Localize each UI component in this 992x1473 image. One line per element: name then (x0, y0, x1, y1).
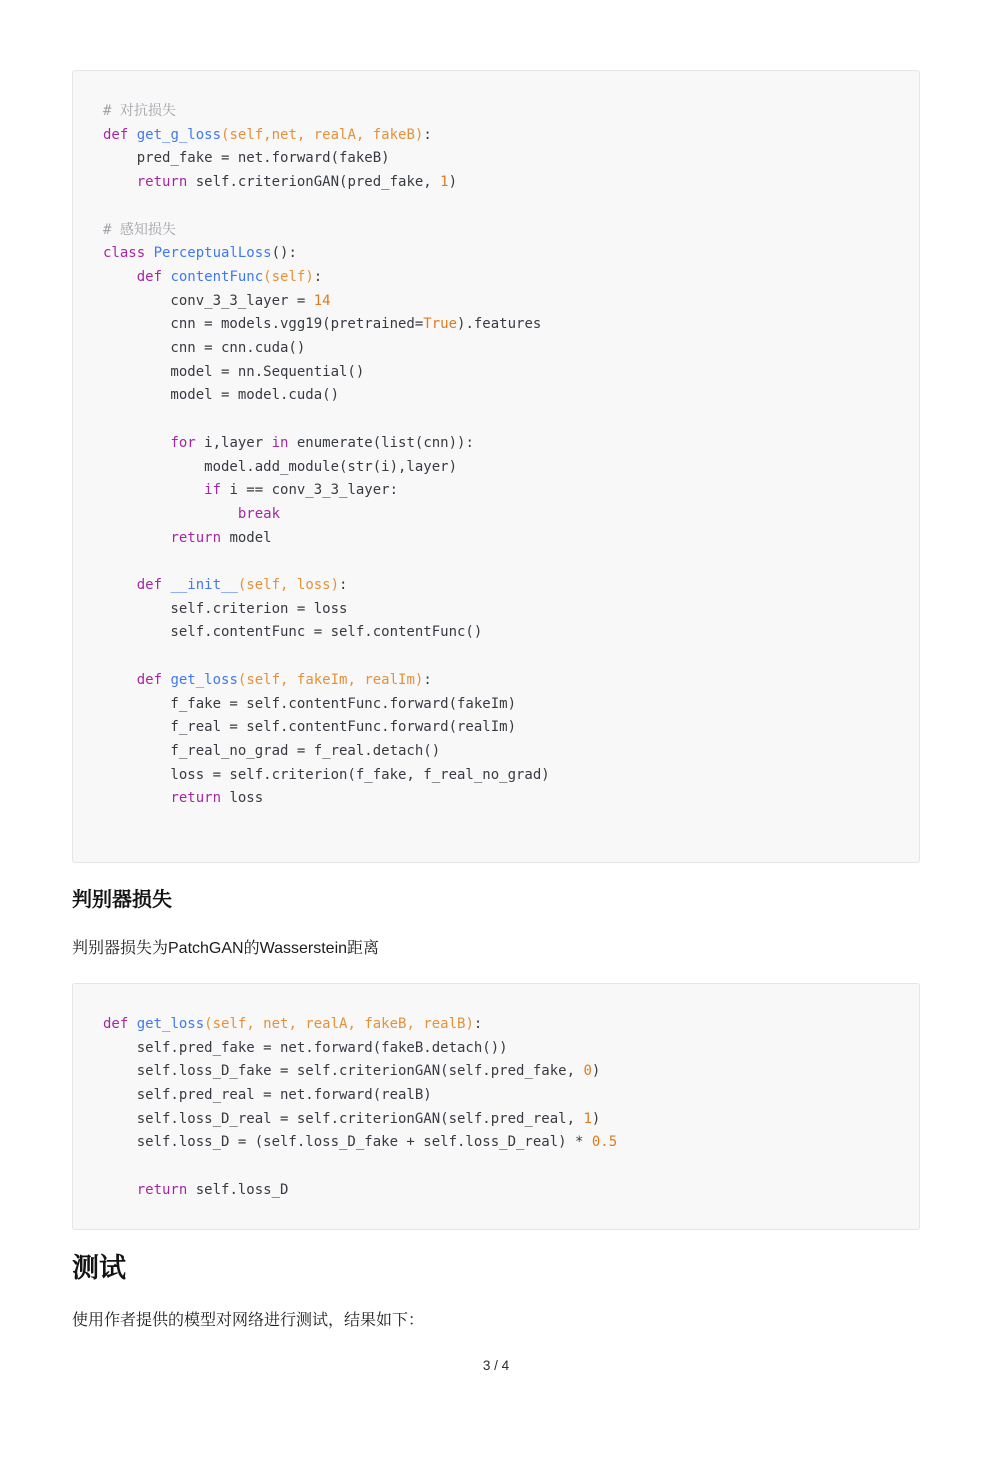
heading-test: 测试 (72, 1253, 126, 1284)
paragraph-discriminator-loss: 判别器损失为PatchGAN的Wasserstein距离 (72, 939, 380, 957)
heading-discriminator-loss: 判别器损失 (72, 888, 172, 911)
paragraph-test-intro: 使用作者提供的模型对网络进行测试，结果如下： (72, 1312, 425, 1330)
code-adversarial-perceptual-loss: # 对抗损失 def get_g_loss(self,net, realA, fakeB): pred_fake = net.forward(fakeB) return self.criterionGAN(pred_fake, 1) # 感知损失 class PerceptualLoss(): def contentFunc(self): conv_3_3_layer = 14 cnn = models.vgg19(pretrained=True).features cnn = cnn.cuda() model = nn.Sequential() model = model.cuda() for i,layer in enumerate(list(cnn)): model.add_module(str(i),layer) if i == conv_3_3_layer: break return model def __init__(self, loss): self.criterion = loss self.contentFunc = self.contentFunc() def get_loss(self, fakeIm, realIm): f_fake = self.contentFunc.forward(fakeIm) f_real = self.contentFunc.forward(realIm) f_real_no_grad = f_real.detach() loss = self.criterion(f_fake, f_real_no_grad) return loss (103, 103, 550, 807)
code-block-discriminator-loss (72, 983, 920, 1231)
code-block-adversarial-perceptual-loss (72, 70, 920, 863)
code-discriminator-loss: def get_loss(self, net, realA, fakeB, realB): self.pred_fake = net.forward(fakeB.detach()) self.loss_D_fake = self.criterionGAN(self.pred_fake, 0) self.pred_real = net.forward(realB) self.loss_D_real = self.criterionGAN(self.pred_real, 1) self.loss_D = (self.loss_D_fake + self.loss_D_real) * 0.5 return self.loss_D (103, 1015, 618, 1198)
page-number: 3 / 4 (482, 1358, 510, 1374)
document-page (72, 70, 920, 1373)
